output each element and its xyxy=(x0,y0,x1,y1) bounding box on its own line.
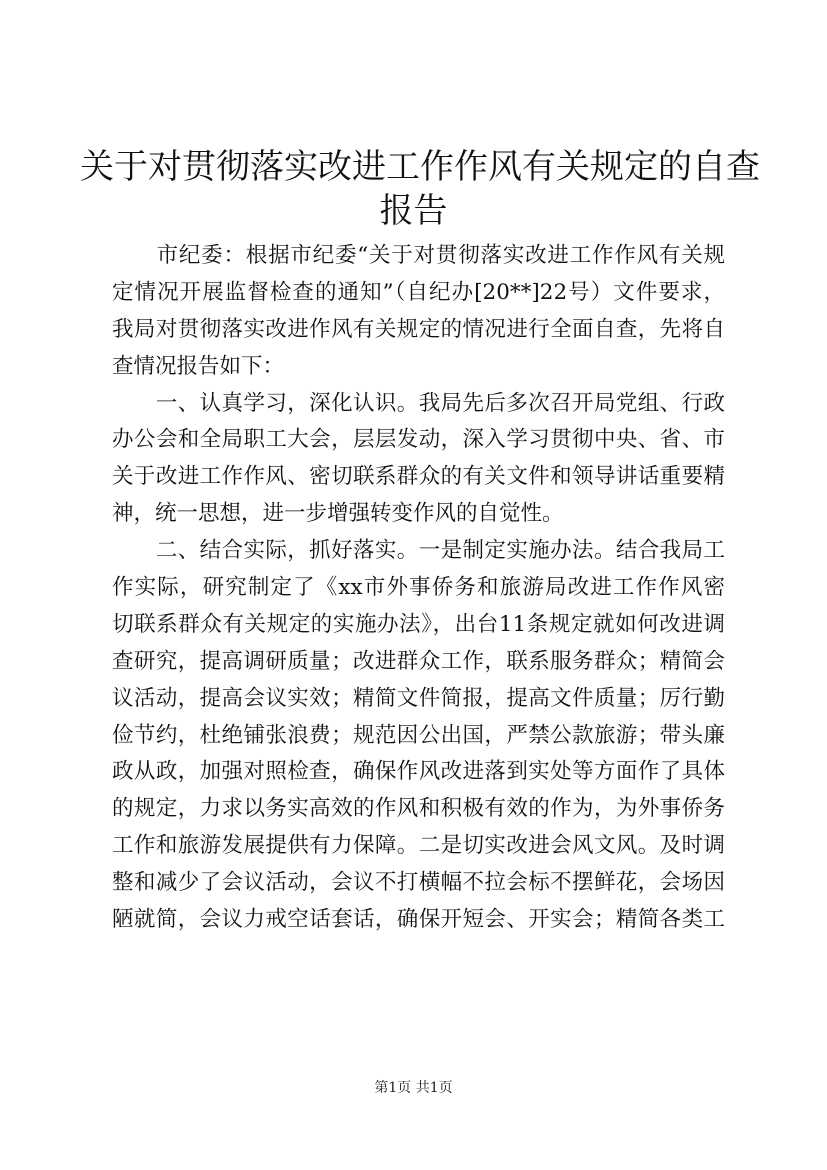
body-line: 查研究，提高调研质量；改进群众工作，联系服务群众；精简会 xyxy=(112,648,725,674)
body-line: 工作和旅游发展提供有力保障。二是切实改进会风文风。及时调 xyxy=(112,833,725,859)
document-title-line-1: 关于对贯彻落实改进工作作风有关规定的自查 xyxy=(80,147,760,187)
body-line: 作实际，研究制定了《xx市外事侨务和旅游局改进工作作风密 xyxy=(112,575,725,601)
body-line: 一、认真学习，深化认识。我局先后多次召开局党组、行政 xyxy=(112,390,725,416)
body-line: 整和减少了会议活动，会议不打横幅不拉会标不摆鲜花，会场因 xyxy=(112,870,725,896)
body-line: 我局对贯彻落实改进作风有关规定的情况进行全面自查，先将自 xyxy=(112,316,725,342)
document-title-line-2: 报告 xyxy=(379,191,448,231)
document-body xyxy=(112,238,725,939)
body-line: 市纪委：根据市纪委“关于对贯彻落实改进工作作风有关规 xyxy=(112,243,725,268)
body-line: 的规定，力求以务实高效的作风和积极有效的作为，为外事侨务 xyxy=(112,796,725,822)
body-line: 查情况报告如下： xyxy=(112,353,285,379)
body-line: 陋就简，会议力戒空话套话，确保开短会、开实会；精简各类工 xyxy=(112,907,725,933)
page-footer: 第1页 共1页 xyxy=(374,1080,453,1096)
body-line: 俭节约，杜绝铺张浪费；规范因公出国，严禁公款旅游；带头廉 xyxy=(112,722,725,748)
body-line: 办公会和全局职工大会，层层发动，深入学习贯彻中央、省、市 xyxy=(112,427,725,453)
body-line: 神，统一思想，进一步增强转变作风的自觉性。 xyxy=(112,501,564,527)
body-line: 政从政，加强对照检查，确保作风改进落到实处等方面作了具体 xyxy=(112,759,725,785)
body-line: 议活动，提高会议实效；精简文件简报，提高文件质量；厉行勤 xyxy=(112,685,725,711)
body-line: 切联系群众有关规定的实施办法》，出台11条规定就如何改进调 xyxy=(112,611,725,637)
body-line: 定情况开展监督检查的通知”（自纪办[20**]22号）文件要求， xyxy=(112,279,725,305)
body-line: 关于改进工作作风、密切联系群众的有关文件和领导讲话重要精 xyxy=(112,464,725,490)
body-line: 二、结合实际，抓好落实。一是制定实施办法。结合我局工 xyxy=(112,538,725,564)
